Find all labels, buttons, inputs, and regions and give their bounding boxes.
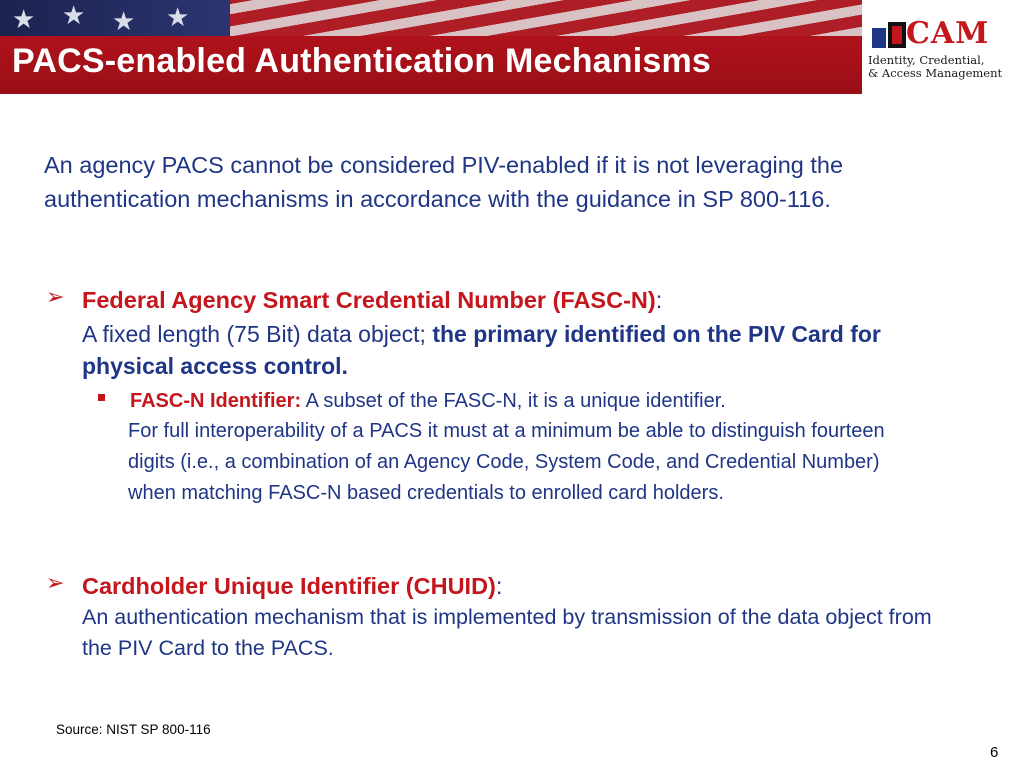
logo-wordmark: CAM: [906, 16, 990, 51]
page-number: 6: [990, 744, 999, 761]
bullet-text-plain: A fixed length (75 Bit) data object;: [82, 321, 433, 347]
bullet-heading-text: Federal Agency Smart Credential Number (FASC-N): [82, 287, 656, 313]
page-title: PACS-enabled Authentication Mechanisms: [12, 42, 712, 80]
star-icon: ★: [166, 2, 190, 32]
sub-bullet-first-line: [130, 386, 726, 416]
bullet-heading: [82, 570, 502, 602]
arrow-bullet-icon: ➢: [46, 570, 65, 595]
bullet-heading-text: Cardholder Unique Identifier (CHUID): [82, 573, 496, 599]
flag-canton: [0, 0, 230, 40]
bullet-text-bold: the primary identified on the PIV Card for physical access control.: [82, 321, 881, 379]
bullet-description: [82, 318, 962, 382]
sub-bullet-label: FASC-N Identifier:: [130, 390, 302, 412]
star-icon: ★: [12, 4, 36, 34]
star-icon: ★: [62, 0, 86, 30]
square-bullet-icon: [98, 394, 105, 401]
arrow-bullet-icon: ➢: [46, 284, 65, 309]
sub-bullet-body: For full interoperability of a PACS it must at a minimum be able to distinguish fourteen digits (i.e., a combination of an Agency Code, System Code, and Credential Number) when matching FASC-N based credentials to enrolled card holders.: [128, 420, 885, 504]
source-note: Source: NIST SP 800-116: [56, 722, 211, 737]
star-icon: ★: [112, 6, 136, 36]
bullet-description: An authentication mechanism that is implemented by transmission of the data object from the PIV Card to the PACS.: [82, 605, 932, 660]
logo-subtitle-line1: Identity, Credential,: [868, 53, 985, 67]
icam-logo: [866, 18, 1016, 88]
bullet-heading-colon: :: [655, 287, 663, 313]
bullet-heading-colon: :: [495, 573, 503, 599]
bullet-heading: [82, 284, 662, 316]
header-banner: [0, 0, 862, 94]
logo-subtitle: [868, 54, 1002, 80]
intro-paragraph: An agency PACS cannot be considered PIV-enabled if it is not leveraging the authentication mechanisms in accordance with the guidance in SP 800-116.: [44, 152, 844, 212]
sub-bullet-lead: A subset of the FASC-N, it is a unique identifier.: [301, 390, 726, 412]
logo-subtitle-line2: & Access Management: [868, 66, 1003, 80]
